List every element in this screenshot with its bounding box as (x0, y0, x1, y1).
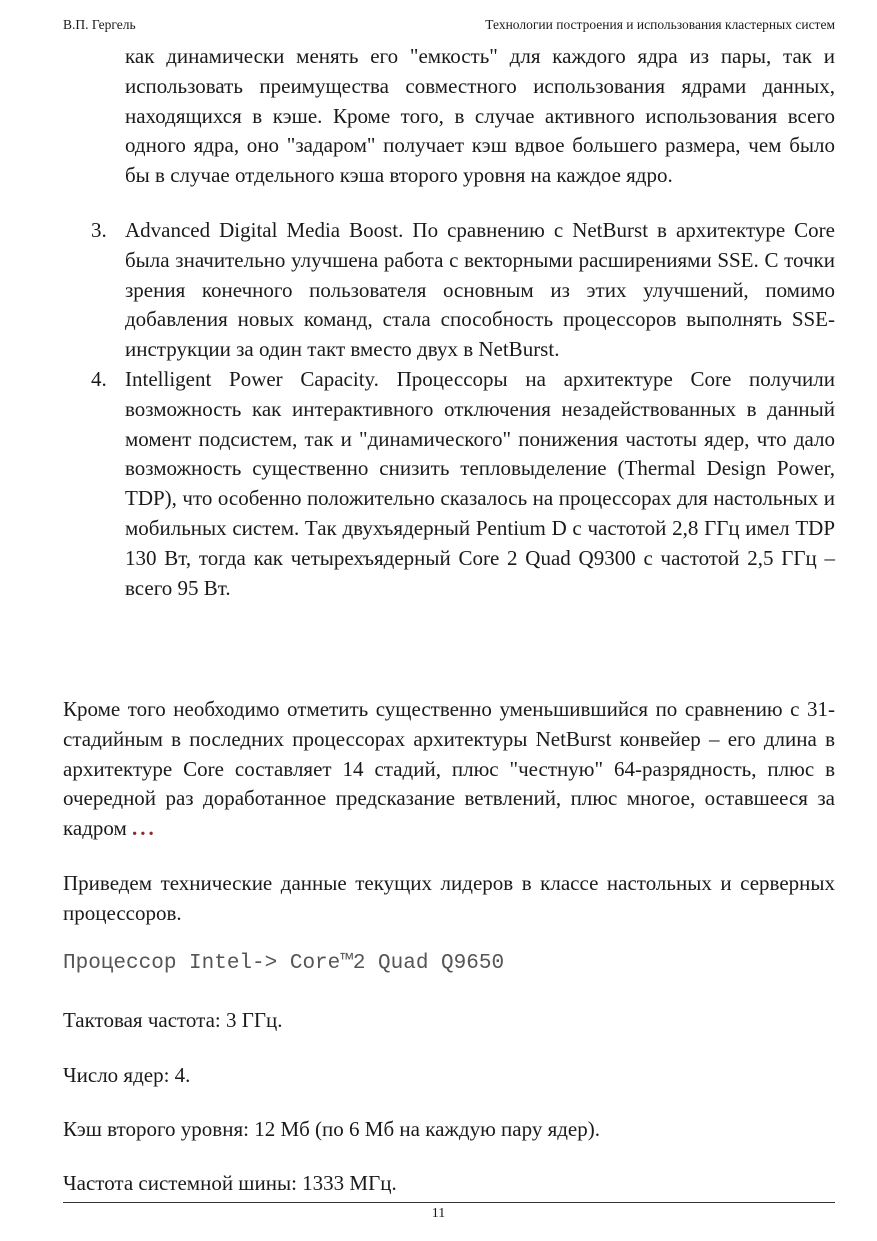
spec-line: Число ядер: 4. (63, 1063, 191, 1087)
processor-title: Процессор Intel-> Core™2 Quad Q9650 (63, 952, 505, 975)
list-item-continuation: как динамически менять его "емкость" для каждого ядра из пары, так и использовать преимущества совместного использования ядрами данных, находящихся в кэше. Кроме того, в случае активного использования всего одного ядра, оно "задаром" получает кэш вдвое большего размера, чем было бы в случае отдельного кэша второго уровня на каждое ядро. (125, 44, 835, 188)
page-number: 11 (431, 1206, 446, 1221)
ellipsis: ... (132, 816, 157, 841)
spec-line: Кэш второго уровня: 12 Мб (по 6 Мб на каждую пару ядер). (63, 1117, 600, 1141)
header-title: Технологии построения и использования кластерных систем (485, 17, 835, 32)
numbered-list (0, 216, 835, 603)
list-item-text: Advanced Digital Media Boost. По сравнению с NetBurst в архитектуре Core была значительно улучшена работа с векторными расширениями SSE. С точки зрения конечного пользователя основным из этих улучшений, помимо добавления новых команд, стала способность процессоров выполнять SSE-инструкции за один такт вместо двух в NetBurst. (125, 218, 835, 362)
page-header (63, 14, 835, 36)
header-author: В.П. Гергель (63, 17, 136, 32)
list-item-number: 3. (91, 218, 107, 242)
list-item-number: 4. (91, 366, 107, 391)
footer-divider (63, 1202, 835, 1203)
paragraph-text: Кроме того необходимо отметить существенно уменьшившийся по сравнению с 31-стадийным в последних процессорах архитектуры NetBurst конвейер – его длина в архитектуре Core составляет 14 стадий, плюс "честную" 64-разрядность, плюс в очередной раз доработанное предсказание ветвлений, плюс многое, оставшееся за кадром (63, 697, 835, 841)
list-item (0, 365, 835, 603)
list-item-text: Intelligent Power Capacity. Процессоры на архитектуре Core получили возможность как интерактивного отключения незадействованных в данный момент подсистем, так и "динамического" понижения частоты ядер, что дало возможность существенно снизить тепловыделение (Thermal Design Power, TDP), что особенно положительно сказалось на процессорах для настольных и мобильных систем. Так двухъядерный Pentium D с частотой 2,8 ГГц имел TDP 130 Вт, тогда как четырехъядерный Core 2 Quad Q9300 с частотой 2,5 ГГц – всего 95 Вт. (125, 366, 835, 600)
paragraph-intro: Приведем технические данные текущих лидеров в классе настольных и серверных процессоров. (63, 871, 835, 925)
spec-line: Тактовая частота: 3 ГГц. (63, 1008, 283, 1032)
spec-line: Частота системной шины: 1333 МГц. (63, 1171, 397, 1195)
list-item (0, 216, 835, 365)
paragraph-pipeline (63, 695, 835, 844)
